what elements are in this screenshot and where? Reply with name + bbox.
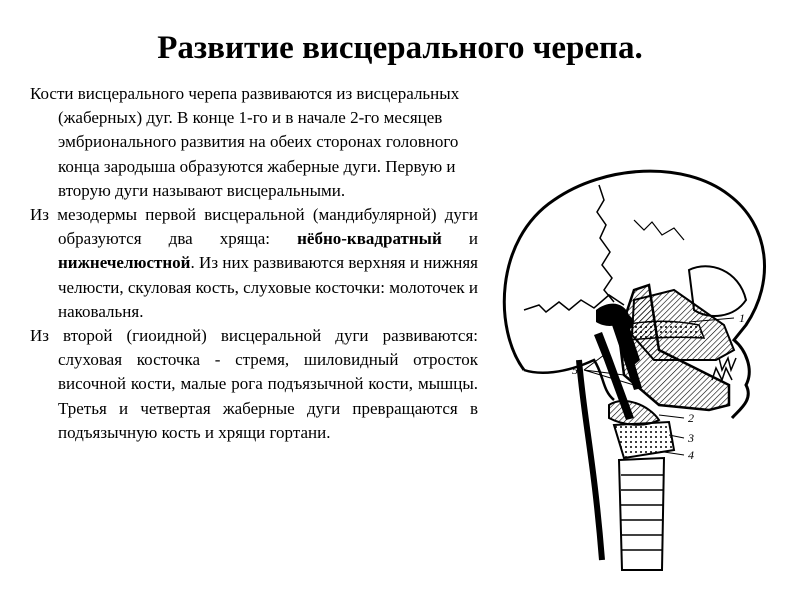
paragraph-2-conjunction: и bbox=[441, 229, 478, 249]
term-palatoquadrate: нёбно-квадратный bbox=[297, 229, 442, 249]
paragraph-1: Кости висцерального черепа развиваются из висцеральных (жаберных) дуг. В конце 1-го и в начале 2-го месяцев эмбрионального развития на обеих сторонах головного конца зародыша образуются жаберные дуги. Первую и вторую дуги называют висцеральными. bbox=[30, 84, 460, 200]
paragraph-2 bbox=[30, 203, 478, 324]
paragraph-2-text-start: Из мезодермы первой висцеральной (мандибулярной) дуги образуются два хряща: bbox=[30, 205, 478, 249]
label-5: 5 bbox=[572, 363, 578, 377]
label-3: 3 bbox=[688, 431, 694, 445]
term-mandibular: нижнечелюстной bbox=[58, 253, 191, 273]
skull-diagram bbox=[484, 160, 780, 580]
label-1: 1 bbox=[739, 311, 745, 325]
paragraph-3: Из второй (гиоидной) висцеральной дуги развиваются: слуховая косточка - стремя, шиловидный отросток височной кости, малые рога подъязычной кости, мышцы. Третья и четвертая жаберные дуги превращаются в подъязычную кость и хрящи гортани. bbox=[30, 326, 478, 442]
body-text bbox=[30, 82, 478, 445]
slide-title: Развитие висцерального черепа. bbox=[157, 30, 643, 66]
skull-base bbox=[524, 360, 614, 400]
coronal-suture bbox=[597, 185, 614, 302]
lambdoid-suture bbox=[634, 220, 684, 240]
label-2: 2 bbox=[688, 411, 694, 425]
leader-4 bbox=[664, 452, 684, 455]
cervical-spine bbox=[579, 360, 602, 560]
leader-2 bbox=[659, 415, 684, 418]
teeth bbox=[712, 358, 736, 380]
skull-illustration bbox=[484, 160, 780, 580]
paragraph-2-text-end: . Из них развиваются верхняя и нижняя челюсти, скуловая кость, слуховые косточки: молоточек и наковальня. bbox=[58, 253, 479, 321]
hyoid-bone bbox=[609, 401, 659, 425]
trachea-rings bbox=[621, 475, 663, 550]
label-4: 4 bbox=[688, 448, 694, 462]
